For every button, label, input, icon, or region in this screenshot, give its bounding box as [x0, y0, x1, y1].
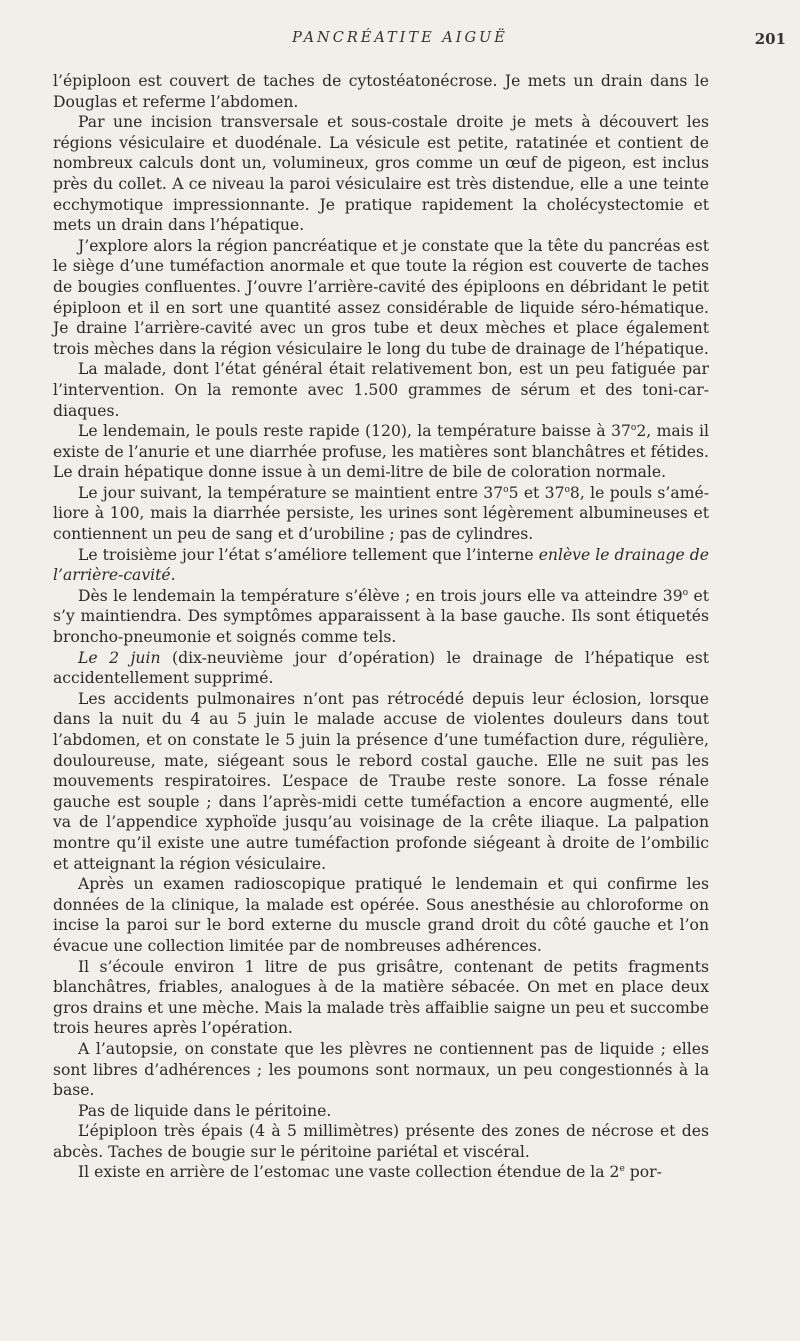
- text-run: Par une incision transversale et sous-costale droite je mets à découvert les régions vésiculaire et duodénale. La vésicule est petite, ratatinée et contient de nombreux calculs dont un, volumineux, gros comme un œuf de pigeon, est inclus près du collet. A ce niveau la paroi vésiculaire est très distendue, elle a une teinte ecchymotique impressionnante. Je pratique rapidement la cholécystectomie et mets un drain dans l’hépatique.: [53, 113, 709, 235]
- text-run: l’épiploon est couvert de taches de cytostéatonécrose. Je mets un drain dans le Douglas et referme l’abdomen.: [53, 72, 709, 111]
- text-run: 5 et 37: [508, 483, 565, 502]
- text-run: Pas de liquide dans le péritoine.: [78, 1101, 332, 1120]
- running-head: [0, 30, 800, 52]
- paragraph: [53, 689, 709, 874]
- page-number: 201: [754, 30, 786, 48]
- text-run: 8, le pouls s’améliore à 100, mais la diarrhée persiste, les urines sont légèrement albumineuses et contiennent un peu de sang et d’urobiline ; pas de cylindres.: [53, 483, 709, 544]
- italic-text: enlève le drainage de l’arrière-cavité: [53, 545, 710, 585]
- text-run: L’épiploon très épais (4 à 5 millimètres) présente des zones de nécrose et des abcès. Taches de bougie sur le péritoine pariétal et viscéral.: [53, 1122, 709, 1161]
- body-text: [53, 71, 709, 1183]
- text-run: J’explore alors la région pancréatique et je constate que la tête du pancréas est le siège d’une tuméfaction anormale et que toute la région est couverte de taches de bougies confluentes. J’ouvre l’arrière-cavité des épiploons en débridant le petit épiploon et il en sort une quantité assez considérable de liquide séro-hématique. Je draine l’arrière-cavité avec un gros tube et deux mèches et place également trois mèches dans la région vésiculaire le long du tube de drainage de l’hépatique.: [53, 236, 709, 358]
- text-run: Il s’écoule environ 1 litre de pus grisâtre, contenant de petits fragments blanchâtres, friables, analogues à de la matière sébacée. On met en place deux gros drains et une mèche. Mais la malade très affaiblie saigne un peu et succombe trois heures après l’opération.: [53, 957, 709, 1038]
- text-run: .: [170, 566, 176, 585]
- paragraph: [53, 1039, 709, 1101]
- paragraph: [53, 1121, 709, 1162]
- text-run: Le lendemain, le pouls reste rapide (120), la température baisse à 37: [78, 422, 631, 441]
- text-run: Les accidents pulmonaires n’ont pas rétrocédé depuis leur éclosion, lorsque dans la nuit du 4 au 5 juin le malade accuse de violentes douleurs dans tout l’abdomen, et on constate le 5 juin la présence d’une tuméfaction dure, régulière, douloureuse, mate, siégeant sous le rebord costal gauche. Elle ne suit pas les mouvements respiratoires. L’espace de Traube reste sonore. La fosse rénale gauche est souple ; dans l’après-midi cette tuméfaction a encore augmenté, elle va de l’appendice xyphoïde jusqu’au voisinage de la crête iliaque. La palpation montre qu’il existe une autre tuméfaction profonde siégeant à droite de l’ombilic et atteignant la région vésiculaire.: [53, 689, 709, 873]
- paragraph: [53, 586, 709, 648]
- paragraph: [53, 421, 709, 483]
- superscript: o: [503, 484, 509, 495]
- text-run: et s’y maintiendra. Des symptômes apparaissent à la base gauche. Ils sont étiquetés broncho-pneumonie et soignés comme tels.: [53, 586, 709, 647]
- paragraph: [53, 957, 709, 1039]
- superscript: o: [630, 423, 637, 434]
- text-run: La malade, dont l’état général était relativement bon, est un peu fatiguée par l’intervention. On la remonte avec 1.500 grammes de sérum et des toni-cardiaques.: [53, 360, 709, 420]
- text-run: 2, mais il existe de l’anurie et une diarrhée profuse, les matières sont blanchâtres et fétides. Le drain hépatique donne issue à un demi-litre de bile de coloration normale.: [53, 422, 709, 482]
- paragraph: [53, 1162, 709, 1183]
- text-run: A l’autopsie, on constate que les plèvres ne contiennent pas de liquide ; elles sont libres d’adhérences ; les poumons sont normaux, un peu congestionnés à la base.: [53, 1039, 709, 1100]
- paragraph: [53, 483, 709, 545]
- superscript: o: [682, 587, 689, 598]
- text-run: Après un examen radioscopique pratiqué le lendemain et qui confirme les données de la clinique, la malade est opérée. Sous anesthésie au chloroforme on incise la paroi sur le bord externe du muscle grand droit du côté gauche et l’on évacue une collection limitée par de nombreuses adhérences.: [53, 875, 709, 955]
- superscript: o: [564, 484, 570, 495]
- paragraph: [53, 71, 709, 112]
- text-run: Dès le lendemain la température s’élève ; en trois jours elle va atteindre 39: [78, 586, 683, 605]
- paragraph: [53, 1101, 709, 1122]
- paragraph: [53, 545, 709, 586]
- paragraph: [53, 112, 709, 236]
- paragraph: [53, 236, 709, 360]
- text-run: Le troisième jour l’état s’améliore tellement que l’interne: [78, 545, 539, 564]
- text-run: Il existe en arrière de l’estomac une vaste collection étendue de la 2: [78, 1163, 620, 1182]
- text-run: (dix-neuvième jour d’opération) le drainage de l’hépatique est accidentellement supprimé.: [53, 648, 709, 688]
- running-title: PANCRÉATITE AIGUË: [292, 30, 508, 46]
- text-run: por-: [624, 1163, 662, 1182]
- superscript: e: [619, 1164, 625, 1175]
- paragraph: [53, 359, 709, 421]
- italic-text: Le 2 juin: [78, 648, 161, 667]
- paragraph: [53, 648, 709, 689]
- text-run: Le jour suivant, la température se maintient entre 37: [78, 483, 504, 502]
- paragraph: [53, 874, 709, 956]
